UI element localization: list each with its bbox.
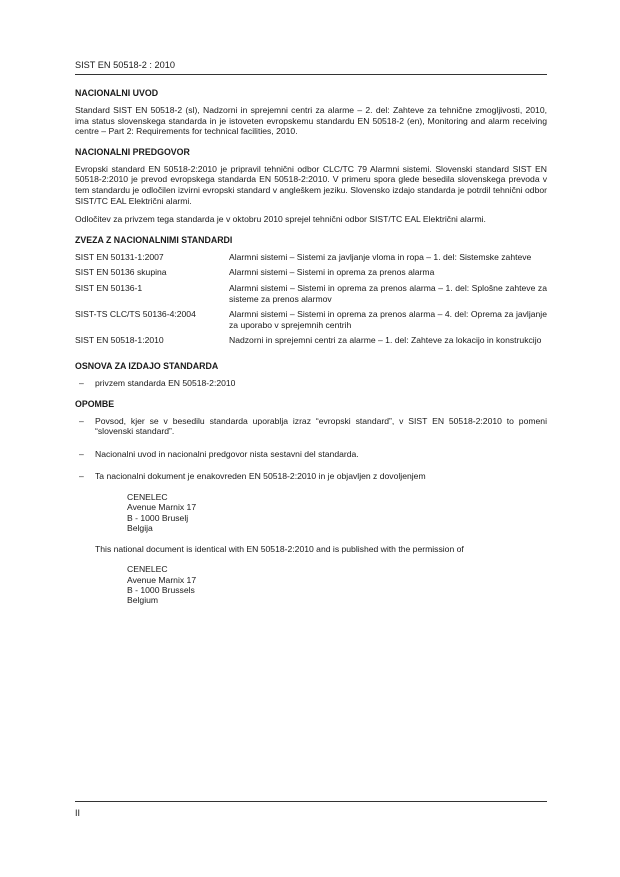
list-item <box>75 378 547 389</box>
footer-rule <box>75 801 547 802</box>
standard-code: SIST EN 50136-1 <box>75 282 143 293</box>
table-row <box>75 335 547 351</box>
dash-bullet: – <box>79 471 84 482</box>
list-item-text: Povsod, kjer se v besedilu standarda uporablja izraz “evropski standard”, v SIST EN 50518-2:2010 to pomeni “slovenski standard”. <box>95 415 547 437</box>
table-row <box>75 267 547 283</box>
address-line: B - 1000 Bruselj <box>127 512 189 523</box>
table-row <box>75 309 547 335</box>
document-body <box>75 88 547 616</box>
address-line: CENELEC <box>127 491 168 502</box>
address-line: Avenue Marnix 17 <box>127 574 197 585</box>
standard-code: SIST EN 50131-1:2007 <box>75 251 164 262</box>
paragraph-uvod: Standard SIST EN 50518-2 (sl), Nadzorni in sprejemni centri za alarme – 2. del: Zahteve za tehnične zmogljivosti, 2010, ima status slovenskega standarda in je istoveten evropskemu standardu EN 50518-2 (en), Monitoring and alarm receiving centre – Part 2: Requirements for technical facilities, 2010. <box>75 105 547 137</box>
paragraph-predgovor-2: Odločitev za privzem tega standarda je v oktobru 2010 sprejel tehnični odbor SIST/TC EAL Električni alarmi. <box>75 214 486 225</box>
address-english <box>127 564 547 606</box>
standard-code: SIST-TS CLC/TS 50136-4:2004 <box>75 309 196 320</box>
standard-code: SIST EN 50136 skupina <box>75 267 167 278</box>
heading-nacionalni-predgovor: NACIONALNI PREDGOVOR <box>75 146 190 157</box>
section-opombe <box>75 399 547 606</box>
address-line: CENELEC <box>127 564 168 575</box>
dash-bullet: – <box>79 448 84 459</box>
table-row <box>75 283 547 309</box>
standard-description: Alarmni sistemi – Sistemi in oprema za prenos alarma – 1. del: Splošne zahteve za sisteme za prenos alarmov <box>229 282 547 304</box>
standard-description: Alarmni sistemi – Sistemi in oprema za prenos alarma <box>229 267 435 278</box>
section-nacionalni-uvod <box>75 88 547 137</box>
heading-osnova: OSNOVA ZA IZDAJO STANDARDA <box>75 360 219 371</box>
standard-description: Alarmni sistemi – Sistemi in oprema za prenos alarma – 4. del: Oprema za javljanje za uporabo v sprejemnih centrih <box>229 309 547 330</box>
address-slovenian <box>127 492 547 534</box>
page-number: II <box>75 808 81 818</box>
standard-description: Alarmni sistemi – Sistemi za javljanje vloma in ropa – 1. del: Sistemske zahteve <box>229 251 532 262</box>
address-line: B - 1000 Brussels <box>127 584 195 595</box>
heading-zveza: ZVEZA Z NACIONALNIMI STANDARDI <box>75 234 233 245</box>
list-item <box>75 449 547 460</box>
list-item-text: Nacionalni uvod in nacionalni predgovor nista sestavni del standarda. <box>95 448 359 459</box>
address-line: Belgija <box>127 523 153 534</box>
list-item-text: Ta nacionalni dokument je enakovreden EN 50518-2:2010 in je objavljen z dovoljenjem <box>95 471 426 482</box>
heading-opombe: OPOMBE <box>75 398 115 409</box>
header-rule <box>75 74 547 75</box>
address-line: Avenue Marnix 17 <box>127 502 197 513</box>
table-row <box>75 252 547 268</box>
address-line: Belgium <box>127 595 159 606</box>
running-header: SIST EN 50518-2 : 2010 <box>75 60 175 70</box>
list-item-text: privzem standarda EN 50518-2:2010 <box>95 377 236 388</box>
section-nacionalni-predgovor <box>75 147 547 225</box>
standard-description: Nadzorni in sprejemni centri za alarme – 1. del: Zahteve za lokacijo in konstrukcijo <box>229 335 542 346</box>
list-item <box>75 471 547 482</box>
section-zveza <box>75 235 547 351</box>
paragraph-predgovor-1: Evropski standard EN 50518-2:2010 je pripravil tehnični odbor CLC/TC 79 Alarmni sistemi. Slovenski standard SIST EN 50518-2:2010 je prevod evropskega standarda EN 50518-2:2010. V primeru spora glede besedila slovenskega prevoda v tem standardu je odločilen izvirni evropski standard v angleškem jeziku. Slovensko izdajo standarda je potrdil tehnični odbor SIST/TC EAL Električni alarmi. <box>75 163 547 206</box>
paragraph-english-notice: This national document is identical with EN 50518-2:2010 and is published with the permission of <box>95 543 464 554</box>
standard-code: SIST EN 50518-1:2010 <box>75 335 164 346</box>
dash-bullet: – <box>79 415 84 426</box>
dash-bullet: – <box>79 377 84 388</box>
list-item <box>75 416 547 437</box>
heading-nacionalni-uvod: NACIONALNI UVOD <box>75 88 159 98</box>
standards-table <box>75 252 547 351</box>
section-osnova <box>75 361 547 389</box>
